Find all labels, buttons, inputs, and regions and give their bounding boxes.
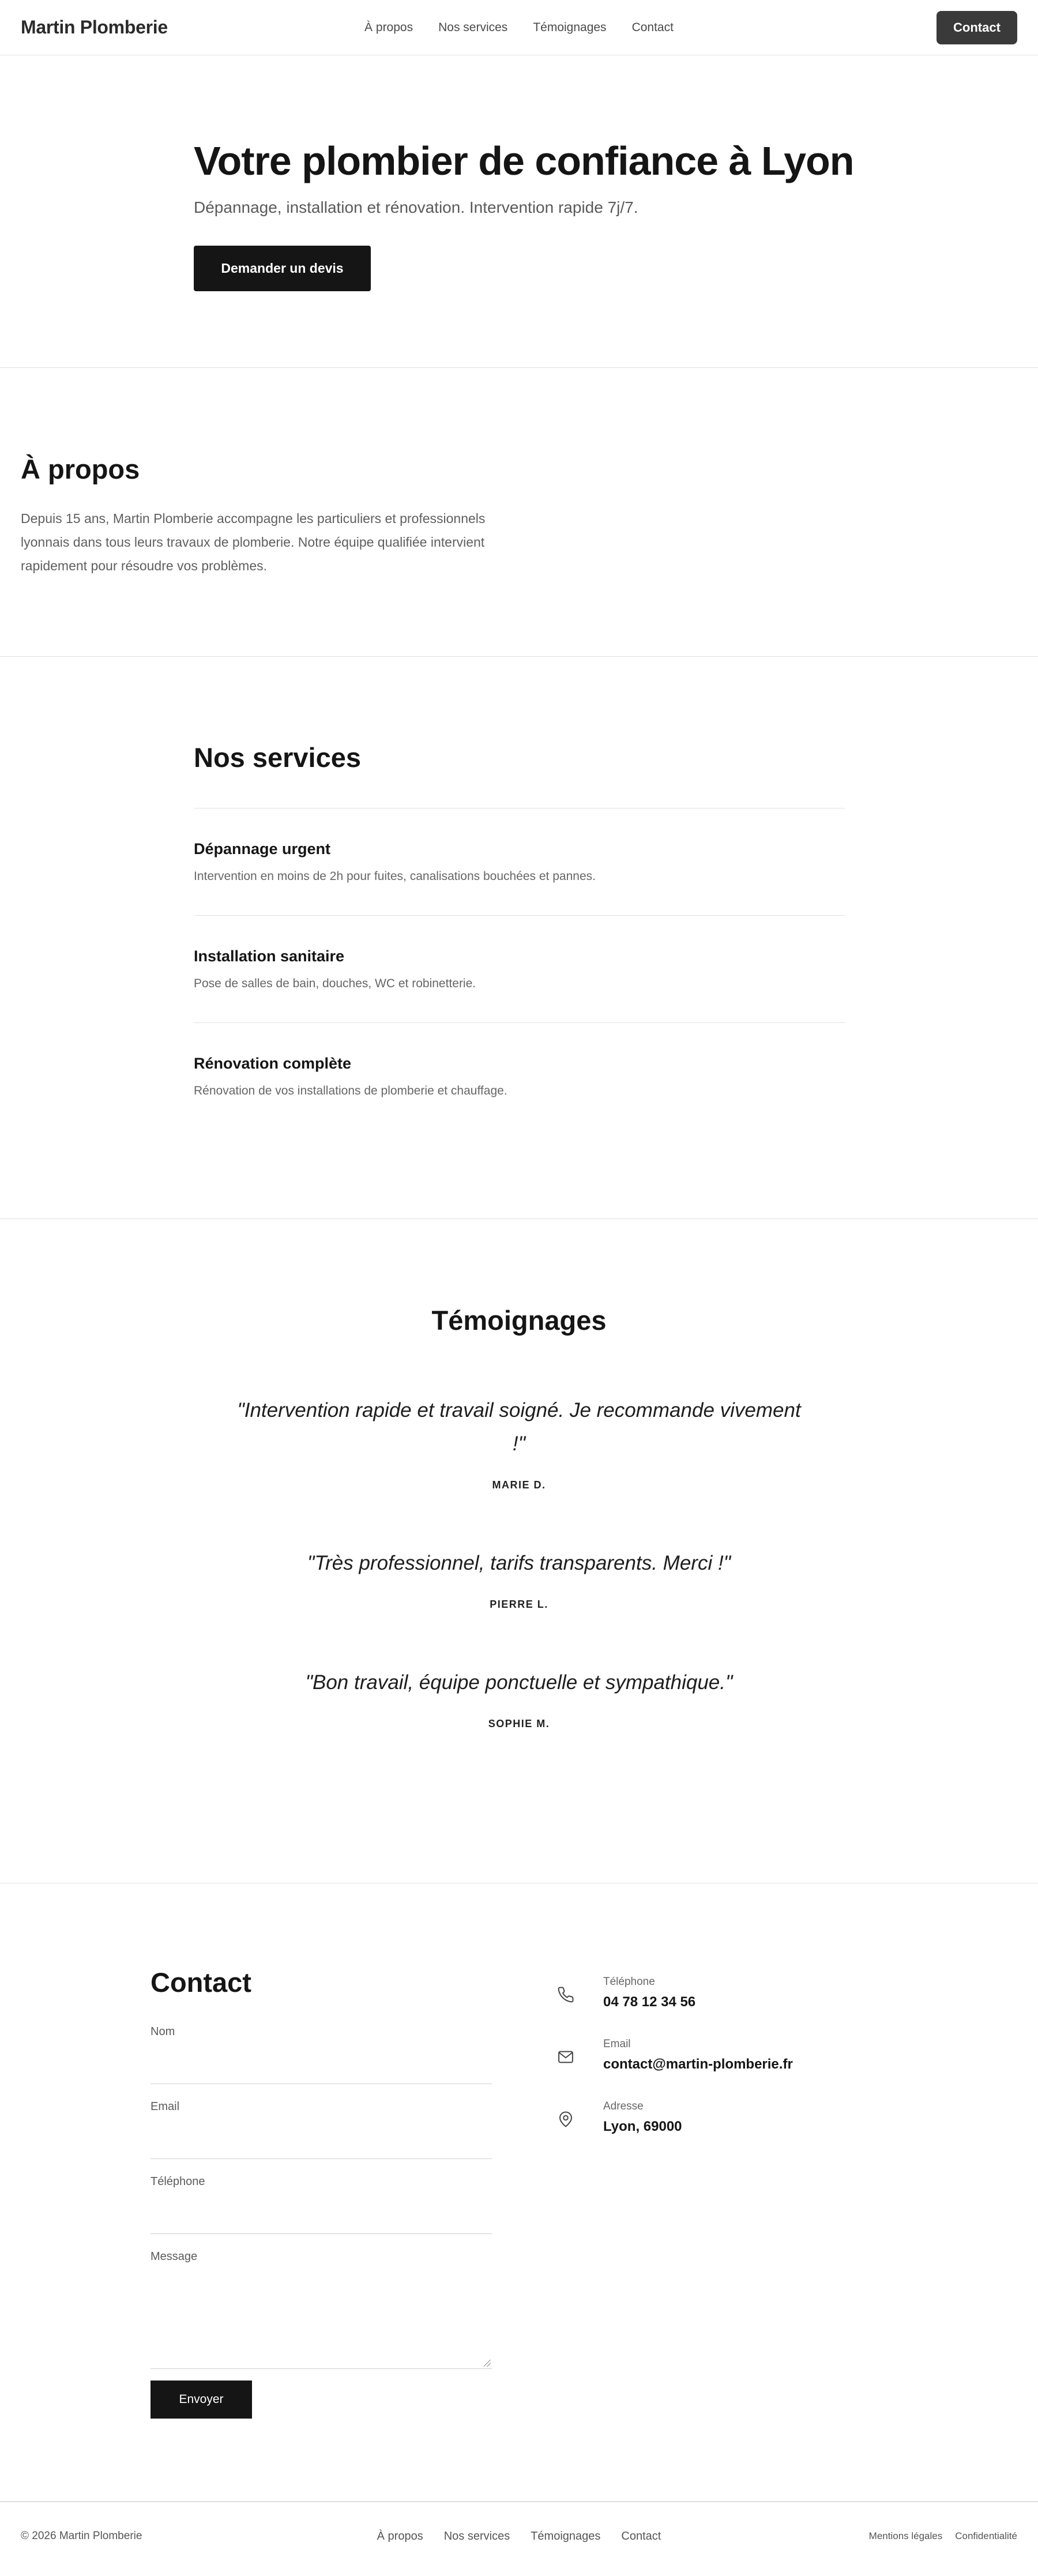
testimonial-quote: "Très professionnel, tarifs transparents. Merci !": [307, 1552, 731, 1574]
testimonial-author: PIERRE L.: [490, 1599, 548, 1610]
phone-label: Téléphone: [151, 2175, 205, 2188]
email-field[interactable]: [151, 2100, 492, 2175]
footer-link-about[interactable]: À propos: [377, 2529, 423, 2543]
testimonials-section: [0, 1219, 1038, 1883]
address-info-label: Adresse: [603, 2100, 644, 2112]
top-nav: [0, 0, 1038, 55]
service-item: [194, 808, 845, 915]
legal-notice-link[interactable]: Mentions légales: [868, 2530, 943, 2541]
name-label: Nom: [151, 2025, 175, 2038]
contact-section: [0, 1883, 1038, 2502]
service-description: Pose de salles de bain, douches, WC et robinetterie.: [194, 977, 476, 990]
testimonial-author: SOPHIE M.: [488, 1718, 550, 1729]
testimonial: [231, 1394, 807, 1491]
service-description: Intervention en moins de 2h pour fuites, canalisations bouchées et pannes.: [194, 870, 596, 883]
hero-title: Votre plombier de confiance à Lyon: [194, 138, 854, 183]
nav-link-testimonials[interactable]: Témoignages: [533, 21, 607, 34]
contact-info: [557, 1976, 793, 2163]
testimonial: [231, 1547, 807, 1611]
copyright: © 2026 Martin Plomberie: [21, 2530, 142, 2542]
service-title: Installation sanitaire: [194, 947, 345, 965]
services-list: [194, 808, 845, 1130]
map-pin-icon: [557, 2100, 603, 2163]
address-info-value: Lyon, 69000: [603, 2119, 682, 2134]
services-section: [0, 657, 1038, 1219]
service-title: Rénovation complète: [194, 1055, 352, 1072]
services-title: Nos services: [194, 742, 362, 773]
email-info-label: Email: [603, 2038, 631, 2050]
contact-info-email: [557, 2038, 793, 2100]
request-quote-button[interactable]: Demander un devis: [194, 246, 371, 291]
brand-logo[interactable]: Martin Plomberie: [21, 17, 168, 37]
testimonial-quote: "Bon travail, équipe ponctuelle et sympathique.": [305, 1671, 733, 1694]
service-description: Rénovation de vos installations de plomberie et chauffage.: [194, 1084, 507, 1097]
contact-button[interactable]: Contact: [937, 11, 1017, 44]
phone-input[interactable]: [151, 2233, 492, 2234]
testimonial-quote: "Intervention rapide et travail soigné. Je recommande vivement !": [237, 1399, 801, 1455]
testimonial: [231, 1666, 807, 1730]
testimonial-author: MARIE D.: [492, 1479, 546, 1491]
message-field[interactable]: [151, 2250, 492, 2356]
contact-info-address: [557, 2100, 793, 2163]
hero-section: [0, 55, 1038, 368]
phone-info-value[interactable]: 04 78 12 34 56: [603, 1994, 696, 2010]
email-info-value[interactable]: contact@martin-plomberie.fr: [603, 2056, 793, 2072]
footer: [0, 2502, 1038, 2570]
about-section: [0, 368, 1038, 657]
email-input[interactable]: [151, 2158, 492, 2159]
about-text: Depuis 15 ans, Martin Plomberie accompagne les particuliers et professionnels lyonnais dans tous leurs travaux de plomberie. Notre équipe qualifiée intervient rapidement pour résoudre vos problèmes.: [21, 511, 486, 573]
message-label: Message: [151, 2250, 198, 2263]
service-item: [194, 1022, 845, 1130]
phone-field[interactable]: [151, 2175, 492, 2250]
message-textarea[interactable]: [151, 2287, 492, 2369]
contact-form: [151, 2025, 492, 2419]
phone-info-label: Téléphone: [603, 1976, 655, 1988]
contact-title: Contact: [151, 1967, 251, 1998]
nav-link-services[interactable]: Nos services: [438, 21, 508, 34]
nav-link-contact[interactable]: Contact: [631, 21, 674, 34]
footer-link-testimonials[interactable]: Témoignages: [531, 2529, 601, 2543]
resize-handle-icon[interactable]: [484, 2360, 491, 2367]
legal-links: [869, 2530, 1017, 2542]
hero-subtitle: Dépannage, installation et rénovation. Intervention rapide 7j/7.: [194, 198, 638, 216]
name-field[interactable]: [151, 2025, 492, 2100]
service-title: Dépannage urgent: [194, 840, 331, 858]
submit-button[interactable]: Envoyer: [151, 2381, 252, 2419]
phone-icon: [557, 1976, 603, 2038]
footer-link-services[interactable]: Nos services: [443, 2529, 510, 2543]
footer-link-contact[interactable]: Contact: [621, 2529, 661, 2543]
email-label: Email: [151, 2100, 180, 2113]
contact-info-phone: [557, 1976, 793, 2038]
about-title: À propos: [21, 454, 140, 484]
nav-link-about[interactable]: À propos: [364, 21, 413, 34]
mail-icon: [557, 2038, 603, 2100]
service-item: [194, 915, 845, 1022]
privacy-link[interactable]: Confidentialité: [955, 2530, 1017, 2541]
testimonials-title: Témoignages: [431, 1305, 607, 1336]
